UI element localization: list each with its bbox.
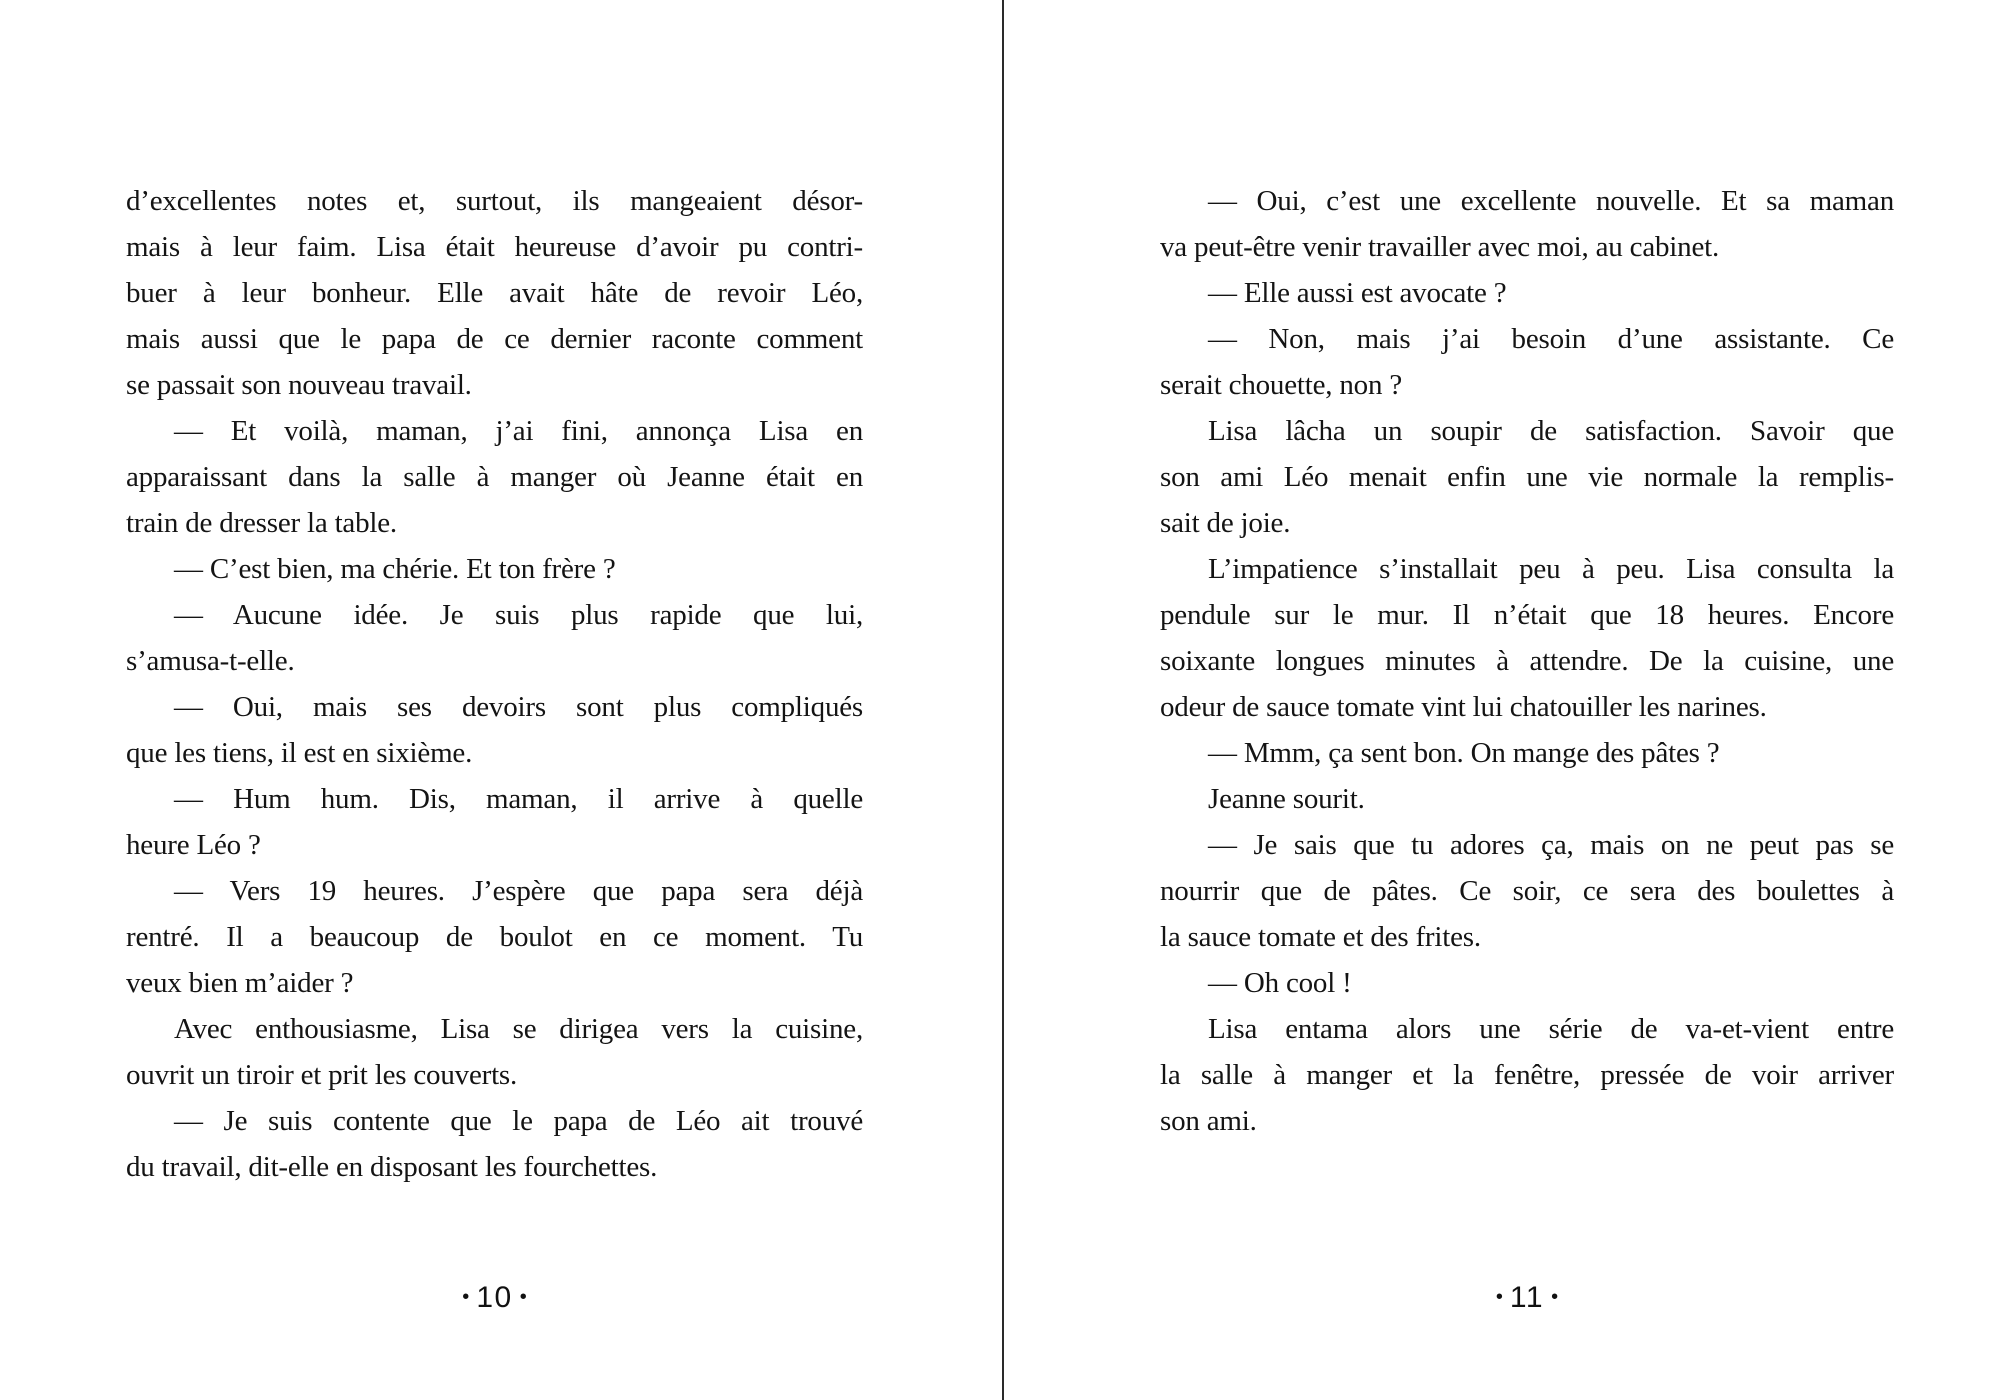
text-line: L’impatience s’installait peu à peu. Lisa consulta la [1208, 553, 1894, 585]
text-line: Avec enthousiasme, Lisa se dirigea vers la cuisine, [174, 1013, 863, 1045]
text-line: que les tiens, il est en sixième. [126, 737, 473, 769]
text-line: d’excellentes notes et, surtout, ils mangeaient désor- [126, 185, 863, 217]
page-number-dot: • [462, 1286, 470, 1308]
text-line: heure Léo ? [126, 829, 261, 861]
text-line: — Je sais que tu adores ça, mais on ne peut pas se [1208, 829, 1894, 861]
page-number-dot: • [1495, 1286, 1503, 1308]
right-page-text [1160, 178, 1894, 1144]
text-line: pendule sur le mur. Il n’était que 18 heures. Encore [1160, 599, 1894, 631]
text-line: du travail, dit-elle en disposant les fourchettes. [126, 1151, 658, 1183]
text-line: ouvrit un tiroir et prit les couverts. [126, 1059, 518, 1091]
text-line: la sauce tomate et des frites. [1160, 921, 1481, 953]
text-line: — Elle aussi est avocate ? [1208, 277, 1507, 309]
page-number-dot: • [519, 1286, 527, 1308]
text-line: — Je suis contente que le papa de Léo ait trouvé [174, 1105, 863, 1137]
left-page-text [126, 178, 863, 1190]
text-line: apparaissant dans la salle à manger où Jeanne était en [126, 461, 863, 493]
text-line: veux bien m’aider ? [126, 967, 354, 999]
text-line: nourrir que de pâtes. Ce soir, ce sera des boulettes à [1160, 875, 1894, 907]
text-line: buer à leur bonheur. Elle avait hâte de revoir Léo, [126, 277, 863, 309]
text-line: odeur de sauce tomate vint lui chatouiller les narines. [1160, 691, 1767, 723]
text-line: mais aussi que le papa de ce dernier raconte comment [126, 323, 863, 355]
text-line: — Mmm, ça sent bon. On mange des pâtes ? [1208, 737, 1720, 769]
text-line: — Oui, c’est une excellente nouvelle. Et sa maman [1208, 185, 1894, 217]
text-line: Lisa lâcha un soupir de satisfaction. Savoir que [1208, 415, 1894, 447]
left-page-number [126, 1279, 863, 1319]
text-line: — Et voilà, maman, j’ai fini, annonça Lisa en [174, 415, 863, 447]
text-line: son ami Léo menait enfin une vie normale la remplis- [1160, 461, 1894, 493]
text-line: serait chouette, non ? [1160, 369, 1403, 401]
text-line: train de dresser la table. [126, 507, 397, 539]
text-line: Jeanne sourit. [1208, 783, 1365, 815]
text-line: s’amusa-t-elle. [126, 645, 295, 677]
text-line: — C’est bien, ma chérie. Et ton frère ? [174, 553, 616, 585]
page-number-dot: • [1551, 1286, 1559, 1308]
page-number-value: 10 [476, 1281, 513, 1314]
text-line: — Oh cool ! [1208, 967, 1352, 999]
text-line: — Hum hum. Dis, maman, il arrive à quelle [174, 783, 863, 815]
text-line: — Non, mais j’ai besoin d’une assistante. Ce [1208, 323, 1894, 355]
text-line: va peut-être venir travailler avec moi, au cabinet. [1160, 231, 1720, 263]
right-page-number [1160, 1279, 1894, 1319]
text-line: — Oui, mais ses devoirs sont plus compliqués [174, 691, 863, 723]
text-line: la salle à manger et la fenêtre, pressée de voir arriver [1160, 1059, 1894, 1091]
text-line: — Vers 19 heures. J’espère que papa sera déjà [174, 875, 863, 907]
text-line: son ami. [1160, 1105, 1257, 1137]
page-number-value: 11 [1509, 1281, 1545, 1314]
text-line: sait de joie. [1160, 507, 1291, 539]
text-line: Lisa entama alors une série de va-et-vient entre [1208, 1013, 1894, 1045]
text-line: rentré. Il a beaucoup de boulot en ce moment. Tu [126, 921, 863, 953]
text-line: se passait son nouveau travail. [126, 369, 472, 401]
text-line: — Aucune idée. Je suis plus rapide que lui, [174, 599, 863, 631]
text-line: soixante longues minutes à attendre. De la cuisine, une [1160, 645, 1894, 677]
text-line: mais à leur faim. Lisa était heureuse d’avoir pu contri- [126, 231, 863, 263]
page-divider [1002, 0, 1004, 1400]
